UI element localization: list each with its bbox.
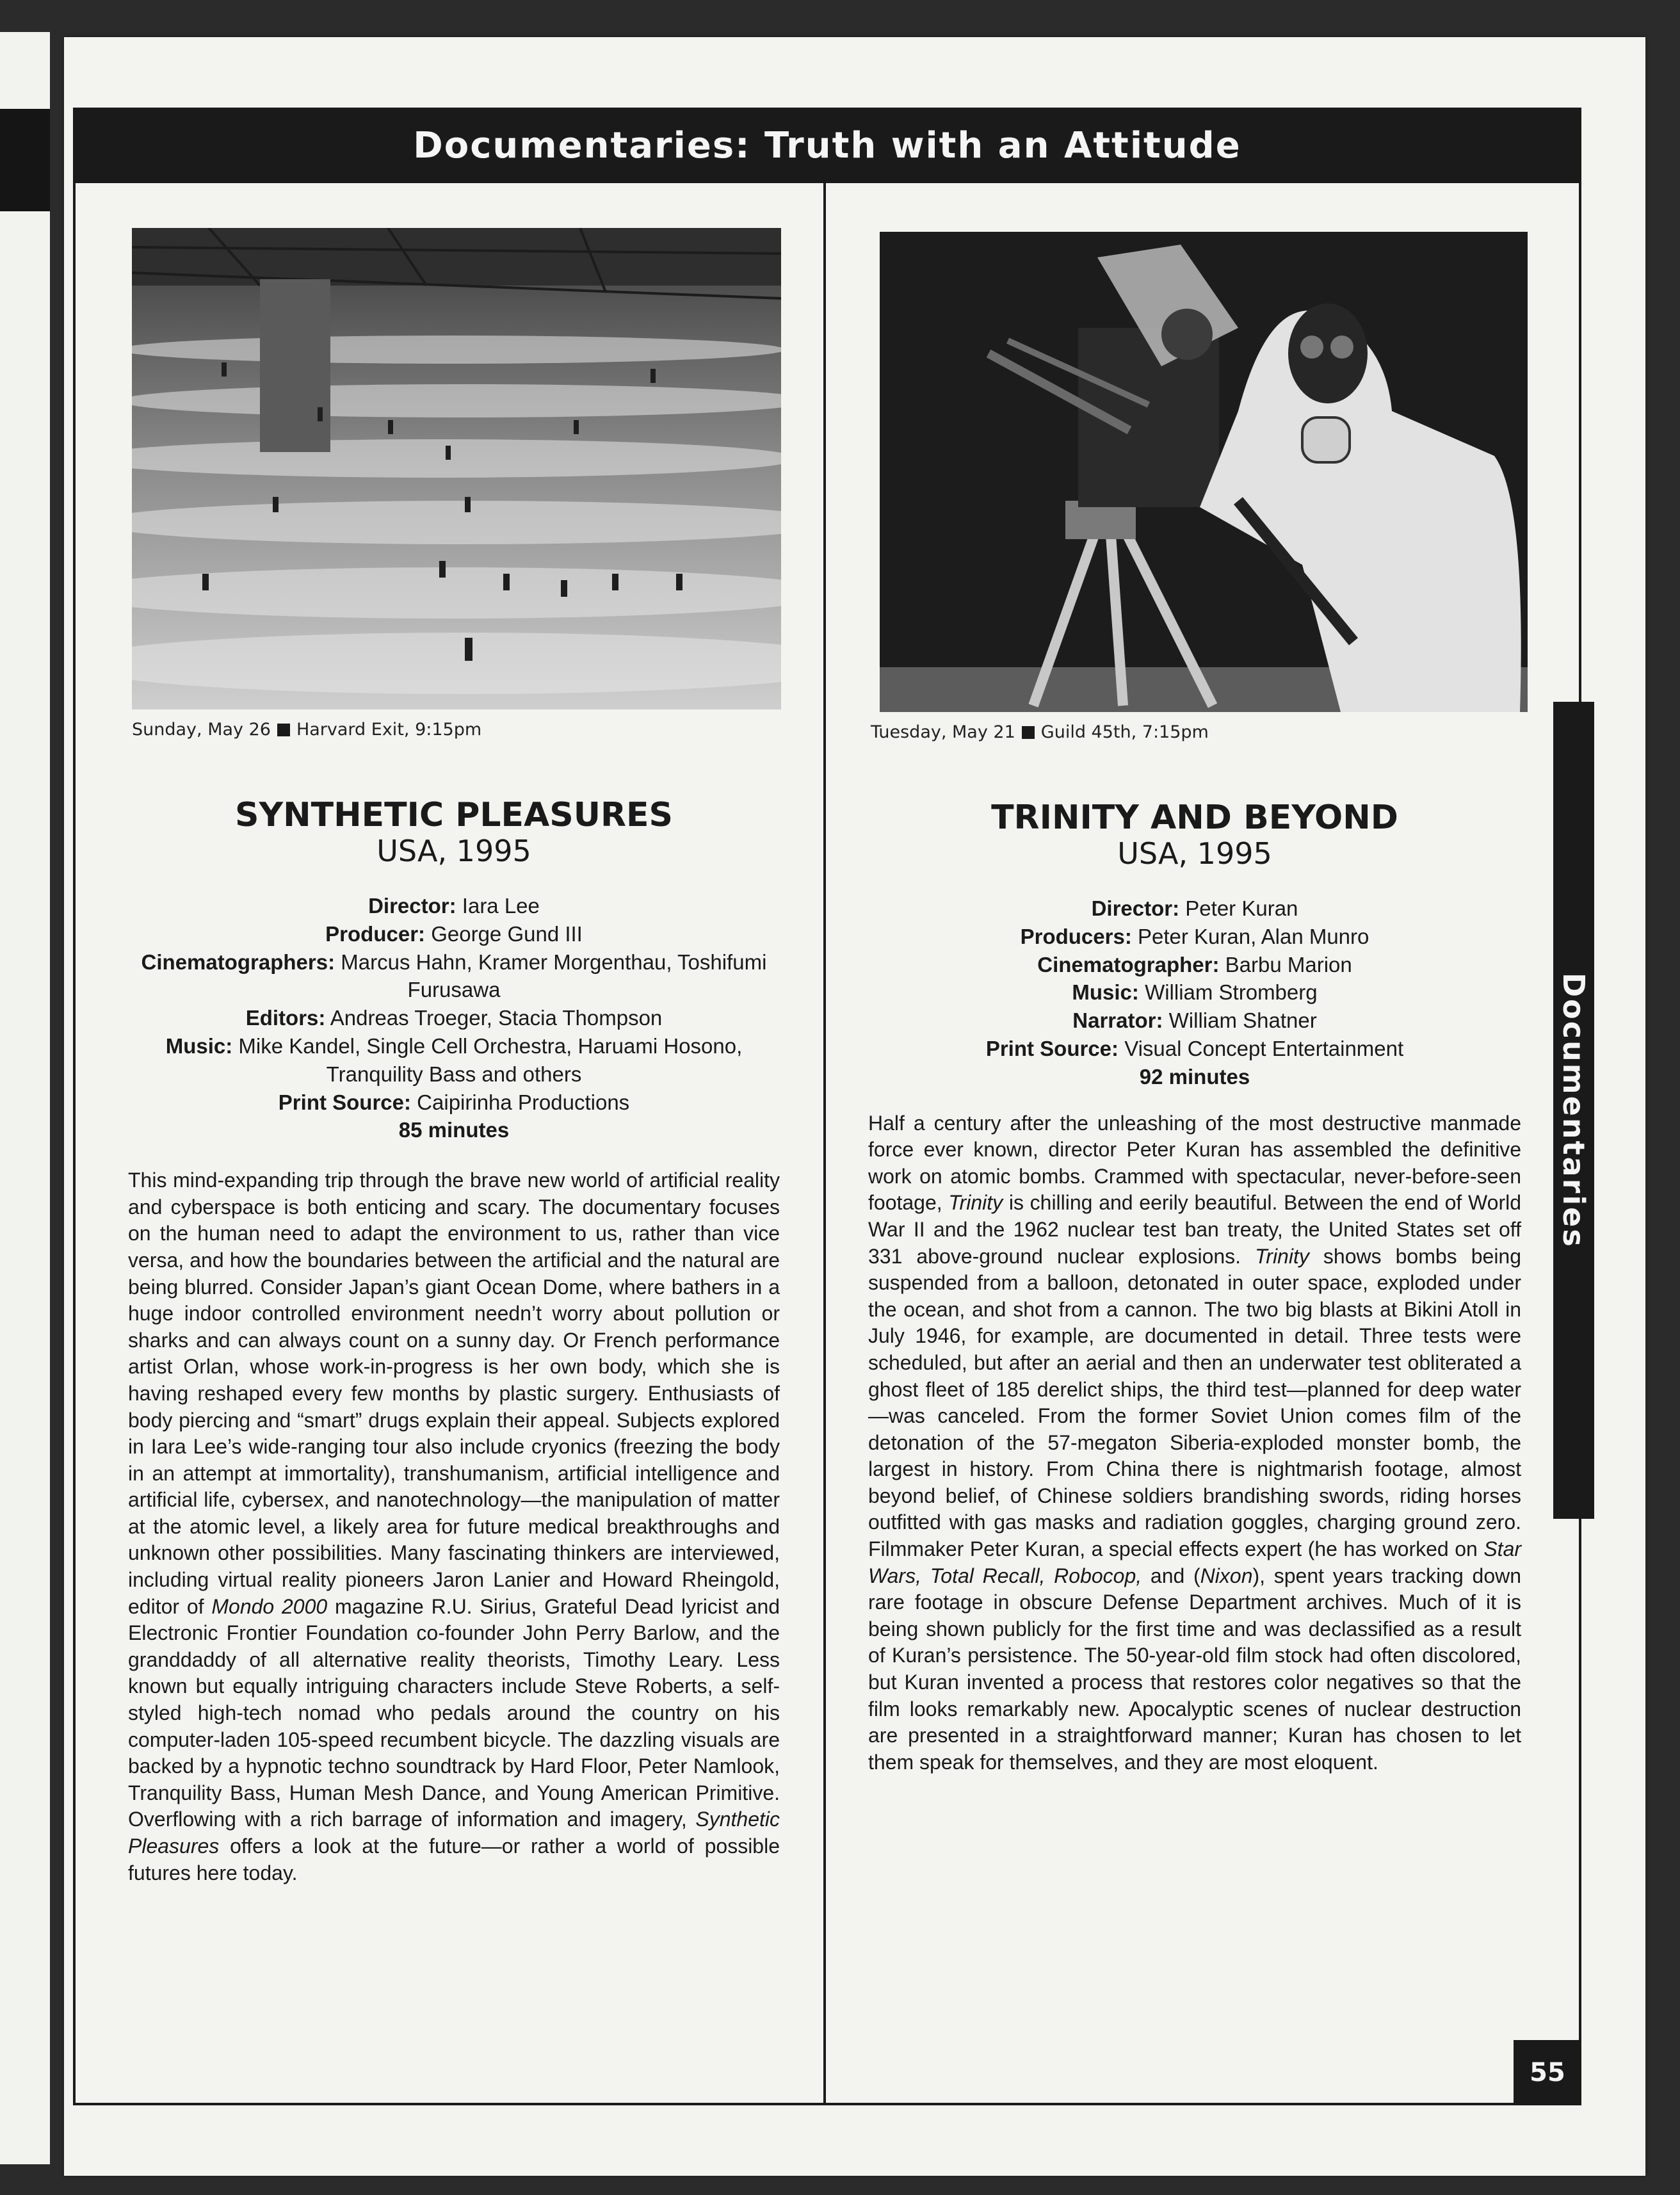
credit-line: Director: Iara Lee (368, 894, 540, 918)
credit-line: Editors: Andreas Troeger, Stacia Thompson (245, 1006, 663, 1030)
film-entry-synthetic-pleasures (128, 228, 780, 1886)
screening-caption (132, 720, 780, 740)
previous-page-edge (0, 32, 50, 2164)
section-header (73, 108, 1581, 183)
credit-line: Print Source: Caipirinha Productions (278, 1090, 630, 1114)
credit-line: Cinematographer: Barbu Marion (1037, 952, 1352, 976)
film-synopsis: Half a century after the unleashing of the most destructive manmade force ever known, director Peter Kuran has assembled the definitive work on atomic bombs. Crammed with spectacular, never-before-seen footage, Trinity is chilling and eerily beautiful. Between the end of World War II and the 1962 nuclear test ban treaty, the United States set off 331 above-ground nuclear explosions. Trinity shows bombs being suspended from a balloon, detonated in outer space, exploded under the ocean, and shot from a cannon. The two big blasts at Bikini Atoll in July 1946, for example, are documented in detail. Three tests were scheduled, but after an aerial and then an underwater test obliterated a ghost fleet of 185 derelict ships, the third test—planned for deep water—was canceled. From the former Soviet Union comes film of the detonation of the 57-megaton Siberia-exploded monster bomb, the largest in history. From China there is nightmarish footage, almost beyond belief, of Chinese soldiers brandishing swords, riding horses outfitted with gas masks and radiation goggles, charging ground zero. Filmmaker Peter Kuran, a special effects expert (he has worked on Star Wars, Total Recall, Robocop, and (Nixon), spent years tracking down rare footage in obscure Defense Department archives. Much of it is being shown publicly for the first time and was declassified as a result of Kuran’s persistence. The 50-year-old film stock had often discolored, but Kuran invented a process that restores color negatives so that the film looks remarkably new. Apocalyptic scenes of nuclear destruction are presented in a straightforward manner; Kuran has chosen to let them speak for themselves, and they are most eloquent. (868, 1111, 1522, 1774)
camera-operator-photo-graphic (880, 232, 1528, 712)
screening-venue: Guild 45th, 7:15pm (1040, 722, 1209, 742)
screening-venue: Harvard Exit, 9:15pm (296, 720, 482, 740)
film-credits (128, 892, 780, 1144)
film-runtime: 85 minutes (398, 1118, 510, 1142)
ski-dome-photo-graphic (132, 228, 781, 709)
credit-line: Director: Peter Kuran (1091, 896, 1298, 920)
film-title: SYNTHETIC PLEASURES (235, 796, 673, 834)
screening-date: Sunday, May 26 (132, 720, 271, 740)
credit-line: Music: William Stromberg (1072, 980, 1318, 1005)
section-side-tab (1553, 702, 1594, 1519)
page-number: 55 (1514, 2040, 1581, 2105)
credit-line: Cinematographers: Marcus Hahn, Kramer Morgenthau, Toshifumi Furusawa (141, 950, 767, 1002)
film-runtime: 92 minutes (1139, 1064, 1250, 1089)
film-synopsis: This mind-expanding trip through the brave new world of artificial reality and cyberspace is both enticing and scary. The documentary focuses on the human need to adapt the environment to us, rather than vice versa, and how the boundaries between the artificial and the natural are being blurred. Consider Japan’s giant Ocean Dome, where bathers in a huge indoor controlled environment needn’t worry about pollution or sharks and can always count on a sunny day. Or French performance artist Orlan, whose work-in-progress is her own body, which she is having reshaped every few months by plastic surgery. Enthusiasts of body piercing and “smart” drugs explain their appeal. Subjects explored in Iara Lee’s wide-ranging tour also include cryonics (freezing the body in an attempt at immortality), transhumanism, artificial intelligence and artificial life, cybersex, and nanotechnology—the manipulation of matter at the atomic level, a likely area for future medical breakthroughs and unknown other possibilities. Many fascinating thinkers are interviewed, including virtual reality pioneers Jaron Lanier and Howard Rheingold, editor of Mondo 2000 magazine R.U. Sirius, Grateful Dead lyricist and Electronic Frontier Foundation co-founder John Perry Barlow, and the granddaddy of all alternative reality theorists, Timothy Leary. Less known but equally intriguing characters include Steve Roberts, a self-styled high-tech nomad who pedals around the country on his computer-laden 105-speed recumbent bicycle. The dazzling visuals are backed by a hypnotic techno soundtrack by Hard Floor, Peter Namlook, Tranquility Bass, Human Mesh Dance, and Young American Primitive. Overflowing with a rich barrage of information and imagery, Synthetic Pleasures offers a look at the future—or rather a world of possible futures here today. (128, 1169, 780, 1884)
film-origin: USA, 1995 (1117, 836, 1272, 871)
square-bullet-icon (1022, 726, 1035, 739)
credit-line: Producers: Peter Kuran, Alan Munro (1020, 924, 1369, 948)
screening-caption (871, 722, 1521, 742)
credit-line: Music: Mike Kandel, Single Cell Orchestra, Haruami Hosono, Tranquility Bass and others (165, 1033, 743, 1086)
previous-page-band (0, 109, 50, 211)
film-still-ski-dome (132, 228, 781, 709)
section-title: Documentaries: Truth with an Attitude (413, 124, 1241, 166)
film-still-camera-operator (880, 232, 1528, 712)
square-bullet-icon (277, 724, 290, 736)
film-credits (868, 895, 1521, 1091)
film-entry-trinity-and-beyond (868, 232, 1521, 1776)
credit-line: Narrator: William Shatner (1072, 1008, 1317, 1033)
credit-line: Producer: George Gund III (325, 921, 583, 946)
credit-line: Print Source: Visual Concept Entertainment (985, 1036, 1404, 1060)
column-divider (823, 183, 826, 2105)
film-origin: USA, 1995 (376, 834, 531, 868)
screening-date: Tuesday, May 21 (871, 722, 1015, 742)
film-title: TRINITY AND BEYOND (991, 798, 1398, 837)
side-tab-label: Documentaries (1556, 972, 1591, 1249)
